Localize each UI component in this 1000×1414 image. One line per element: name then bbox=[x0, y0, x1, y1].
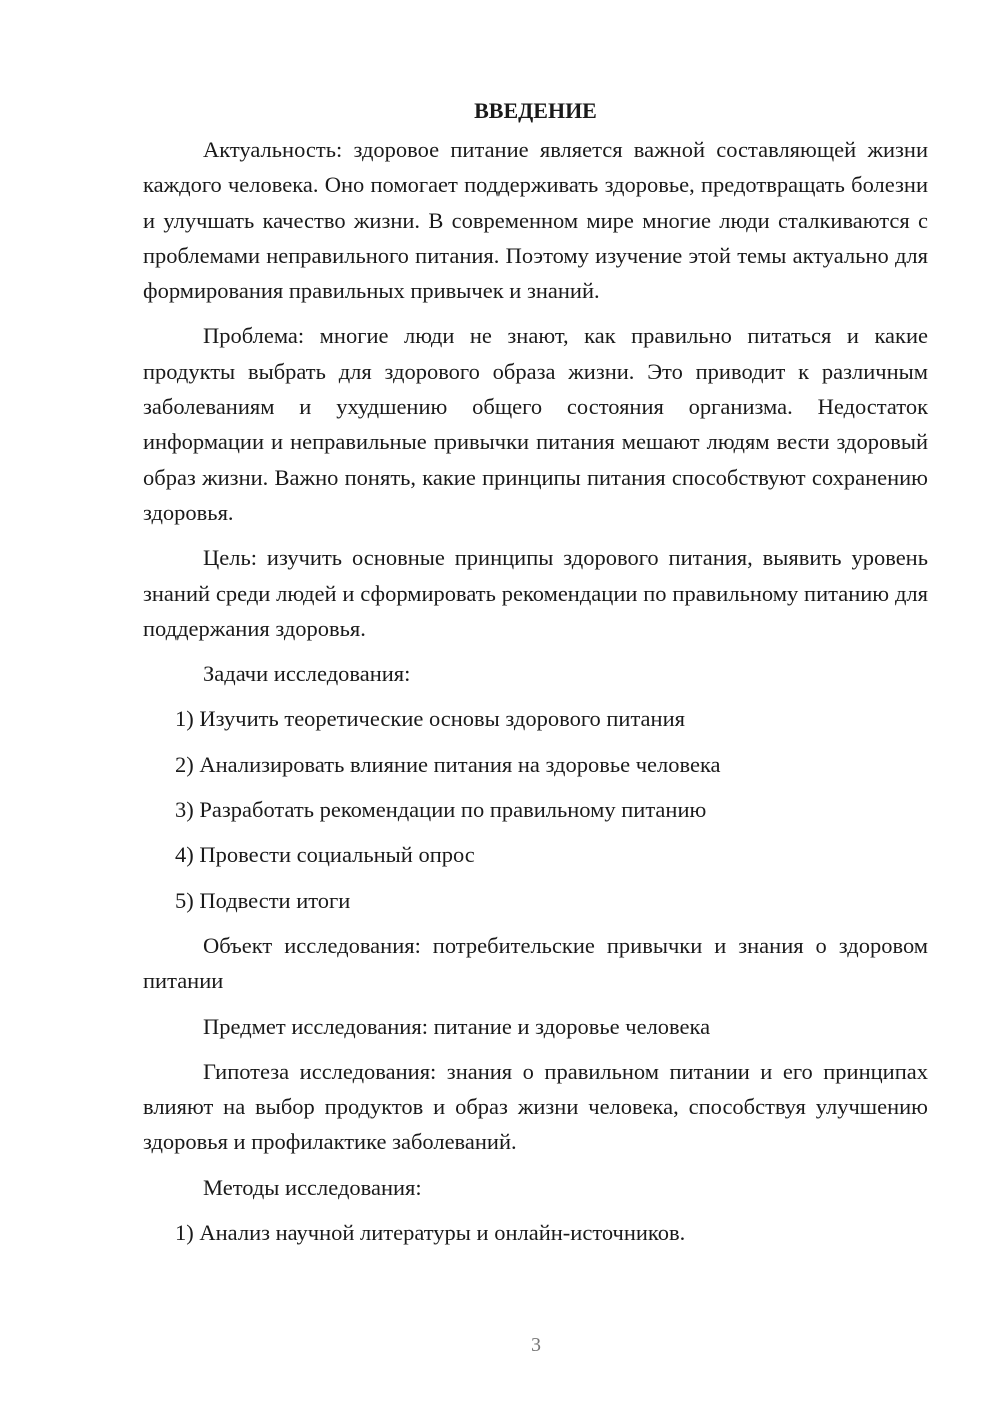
problem-paragraph: Проблема: многие люди не знают, как правильно питаться и какие продукты выбрать для здорового образа жизни. Это приводит к различным заболеваниям и ухудшению общего состояния организма. Недостаток информации и неправильные привычки питания мешают людям вести здоровый образ жизни. Важно понять, какие принципы питания способствуют сохранению здоровья. bbox=[143, 323, 928, 525]
page-number: 3 bbox=[531, 1334, 541, 1356]
tasks-list bbox=[143, 701, 928, 917]
document-title: ВВЕДЕНИЕ bbox=[474, 98, 597, 123]
task-item: 1) Изучить теоретические основы здорового питания bbox=[175, 706, 685, 732]
document-page bbox=[143, 92, 928, 1260]
task-item: 3) Разработать рекомендации по правильному питанию bbox=[175, 797, 707, 823]
hypothesis-paragraph: Гипотеза исследования: знания о правильном питании и его принципах влияют на выбор продуктов и образ жизни человека, способствуя улучшению здоровья и профилактике заболеваний. bbox=[143, 1058, 928, 1155]
relevance-paragraph: Актуальность: здоровое питание является важной составляющей жизни каждого человека. Оно помогает поддерживать здоровье, предотвращать болезни и улучшать качество жизни. В современном мире многие люди сталкиваются с проблемами неправильного питания. Поэтому изучение этой темы актуально для формирования правильных привычек и знаний. bbox=[143, 137, 928, 304]
methods-list bbox=[143, 1215, 928, 1250]
object-paragraph: Объект исследования: потребительские привычки и знания о здоровом питании bbox=[143, 932, 928, 994]
task-item: 4) Провести социальный опрос bbox=[175, 842, 475, 868]
task-item: 5) Подвести итоги bbox=[175, 887, 351, 913]
goal-paragraph: Цель: изучить основные принципы здорового питания, выявить уровень знаний среди людей и сформировать рекомендации по правильному питанию для поддержания здоровья. bbox=[143, 545, 928, 641]
subject-paragraph: Предмет исследования: питание и здоровье человека bbox=[203, 1013, 711, 1039]
tasks-heading: Задачи исследования: bbox=[203, 661, 411, 687]
methods-heading: Методы исследования: bbox=[203, 1174, 422, 1200]
task-item: 2) Анализировать влияние питания на здоровье человека bbox=[175, 751, 721, 777]
method-item: 1) Анализ научной литературы и онлайн-источников. bbox=[175, 1220, 686, 1246]
